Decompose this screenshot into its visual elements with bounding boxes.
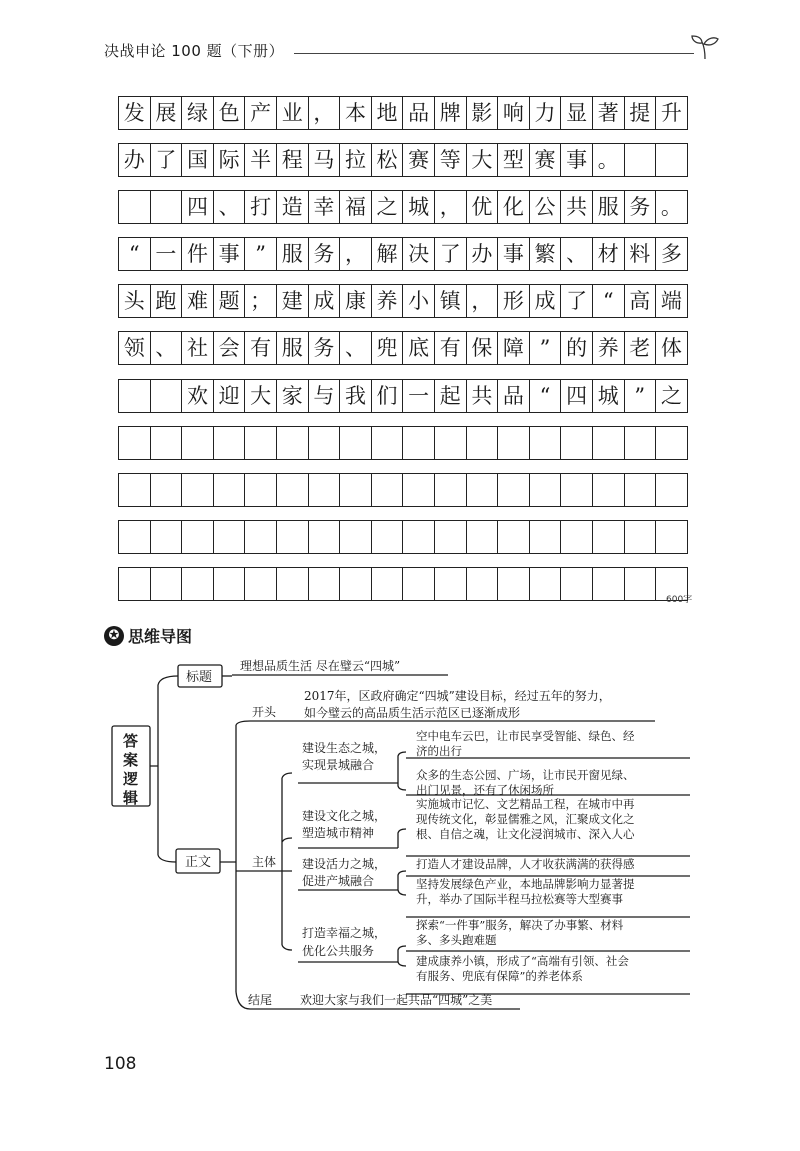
point-text: 探索“一件事”服务，解决了办事繁、材料 [416,918,624,932]
root-label: 答 [123,732,139,750]
grid-cell: 建 [276,284,309,318]
grid-cell: “ [592,284,625,318]
grid-cell: 一 [402,379,435,413]
point-text: 根、自信之魂，让文化浸润城市、深入人心 [416,827,635,841]
main-label: 主体 [252,855,277,869]
grid-cell: 拉 [339,143,372,177]
opening-underline [236,721,655,725]
ending-label: 结尾 [248,993,273,1007]
grid-cell: 服 [592,190,625,224]
opening-label: 开头 [252,705,277,719]
grid-cell: 程 [276,143,309,177]
grid-cell: 国 [181,143,214,177]
grid-cell: 解 [371,237,404,271]
grid-cell: “ [118,237,151,271]
section-title: 思维导图 [128,627,193,646]
grid-cell: 共 [560,190,593,224]
grid-cell: 升 [655,96,688,130]
sub-bracket-2 [398,829,406,848]
grid-cell: 本 [339,96,372,130]
grid-cell: ， [308,96,341,130]
grid-cell: 色 [213,96,246,130]
grid-cell: 提 [624,96,657,130]
grid-cell: 一 [150,237,183,271]
grid-cell: 们 [371,379,404,413]
point-text: 众多的生态公园、广场，让市民开窗见绿、 [416,768,635,782]
grid-cell: 半 [244,143,277,177]
grid-cell: 四 [560,379,593,413]
grid-cell: 显 [560,96,593,130]
point-text: 多、多头跑难题 [416,933,497,947]
grid-cell: 著 [592,96,625,130]
grid-cell: 幸 [308,190,341,224]
grid-cell: 料 [624,237,657,271]
grid-cell: 成 [529,284,562,318]
grid-cell: ” [529,331,562,365]
grid-cell: ， [434,190,467,224]
grid-cell: 、 [560,237,593,271]
point-text: 空中电车云巴，让市民享受智能、绿色、经 [416,729,635,743]
body-node-label: 正文 [185,855,212,870]
grid-cell: 务 [308,237,341,271]
grid-cell: 多 [655,237,688,271]
grid-cell: 端 [655,284,688,318]
opening-text: 如今璧云的高品质生活示范区已逐渐成形 [304,706,521,720]
subtopic-label: 促进产城融合 [302,874,375,888]
grid-cell: 牌 [434,96,467,130]
grid-cell: 高 [624,284,657,318]
grid-cell: ， [466,284,499,318]
subtopic-label: 打造幸福之城， [302,926,387,940]
point-text: 实施城市记忆、文艺精品工程，在城市中再 [416,797,635,811]
star-badge-icon: ✪ [104,626,124,646]
grid-cell: 际 [213,143,246,177]
subtopic-label: 优化公共服务 [302,944,375,958]
grid-cell: 发 [118,96,151,130]
grid-cell: 题 [213,284,246,318]
page-number: 108 [104,1054,137,1074]
grid-cell: 迎 [213,379,246,413]
grid-cell: 材 [592,237,625,271]
grid-cell: 事 [213,237,246,271]
title-text: 理想品质生活 尽在璧云“四城” [240,659,401,673]
grid-cell: 的 [560,331,593,365]
grid-cell: 起 [434,379,467,413]
grid-cell: 品 [402,96,435,130]
ending-text: 欢迎大家与我们一起共品“四城”之美 [300,993,493,1007]
root-label: 逻 [123,770,139,788]
point-text: 建成康养小镇，形成了“高端有引领、社会 [416,954,629,968]
grid-cell: 办 [466,237,499,271]
grid-cell: 养 [371,284,404,318]
grid-cell: 共 [466,379,499,413]
grid-cell: 大 [466,143,499,177]
grid-cell: 领 [118,331,151,365]
grid-cell: 力 [529,96,562,130]
main-bracket-ends [282,838,292,950]
grid-cell: 品 [497,379,530,413]
grid-cell: 了 [150,143,183,177]
grid-cell: 兜 [371,331,404,365]
grid-cell: 务 [308,331,341,365]
sub-bracket-3 [398,871,406,895]
subtopic-label: 实现景城融合 [302,758,375,772]
grid-cell: 响 [497,96,530,130]
subtopic-label: 塑造城市精神 [302,826,375,840]
point-text: 现传统文化，彰显儒雅之风，汇聚成文化之 [416,812,635,826]
grid-cell: 松 [371,143,404,177]
grid-cell: 绿 [181,96,214,130]
running-header: 决战申论 100 题（下册） [104,42,285,60]
grid-cell: 与 [308,379,341,413]
grid-cell: 家 [276,379,309,413]
grid-cell: 化 [497,190,530,224]
grid-cell: 繁 [529,237,562,271]
subtopic-label: 建设活力之城， [302,857,387,871]
grid-cell: 赛 [529,143,562,177]
grid-cell: 会 [213,331,246,365]
grid-cell: 等 [434,143,467,177]
grid-cell: ； [244,284,277,318]
grid-cell: 之 [371,190,404,224]
grid-cell: 服 [276,237,309,271]
grid-cell: 造 [276,190,309,224]
grid-cell: 。 [655,190,688,224]
point-text: 升，举办了国际半程马拉松赛等大型赛事 [416,892,623,906]
grid-cell: 务 [624,190,657,224]
grid-cell: 业 [276,96,309,130]
grid-cell: 事 [497,237,530,271]
grid-cell: 康 [339,284,372,318]
sub-bracket-1 [398,752,406,790]
grid-cell: ” [244,237,277,271]
root-connector [150,676,178,862]
point-text: 出门见景，还有了休闲场所 [416,783,554,797]
body-trunk [220,725,236,992]
grid-cell: 地 [371,96,404,130]
grid-cell: 产 [244,96,277,130]
grid-cell: 四 [181,190,214,224]
word-count: 600字 [666,595,693,605]
grid-cell: 形 [497,284,530,318]
grid-cell: 公 [529,190,562,224]
grid-cell: 赛 [402,143,435,177]
subtopic-label: 建设生态之城， [302,741,387,755]
grid-cell: 底 [402,331,435,365]
grid-cell: 决 [402,237,435,271]
sub-bracket-4 [398,946,406,966]
grid-cell: 福 [339,190,372,224]
grid-cell: 社 [181,331,214,365]
grid-cell: 优 [466,190,499,224]
grid-cell: 。 [592,143,625,177]
grid-cell: 事 [560,143,593,177]
grid-cell: 马 [308,143,341,177]
root-label: 案 [123,751,139,769]
grid-cell: 、 [339,331,372,365]
grid-cell: 展 [150,96,183,130]
grid-cell: 小 [402,284,435,318]
main-bracket [282,773,292,945]
point-text: 坚持发展绿色产业，本地品牌影响力显著提 [416,877,635,891]
grid-cell: 养 [592,331,625,365]
opening-text: 2017年，区政府确定“四城”建设目标，经过五年的努力， [304,689,611,703]
grid-cell: 成 [308,284,341,318]
grid-cell: 有 [244,331,277,365]
grid-cell: 、 [213,190,246,224]
grid-cell: 头 [118,284,151,318]
grid-cell: 了 [434,237,467,271]
grid-cell: 城 [402,190,435,224]
grid-cell: 办 [118,143,151,177]
grid-cell: 我 [339,379,372,413]
grid-cell: 了 [560,284,593,318]
grid-cell: 难 [181,284,214,318]
grid-cell: 、 [150,331,183,365]
grid-cell: 影 [466,96,499,130]
grid-cell: 大 [244,379,277,413]
grid-cell: 欢 [181,379,214,413]
grid-cell: 跑 [150,284,183,318]
grid-cell: 件 [181,237,214,271]
grid-cell: ， [339,237,372,271]
subtopic-label: 建设文化之城， [302,809,387,823]
grid-cell: 之 [655,379,688,413]
grid-cell: ” [624,379,657,413]
grid-cell: “ [529,379,562,413]
grid-cell: 服 [276,331,309,365]
grid-cell: 有 [434,331,467,365]
grid-cell: 障 [497,331,530,365]
grid-cell: 保 [466,331,499,365]
point-text: 有服务、兜底有保障”的养老体系 [416,969,583,983]
grid-cell: 老 [624,331,657,365]
grid-cell: 打 [244,190,277,224]
grid-cell: 城 [592,379,625,413]
root-label: 辑 [123,789,139,807]
grid-cell: 镇 [434,284,467,318]
point-text: 打造人才建设品牌，人才收获满满的获得感 [416,857,635,871]
grid-cell: 型 [497,143,530,177]
title-node-label: 标题 [186,670,213,685]
point-text: 济的出行 [416,744,462,758]
grid-cell: 体 [655,331,688,365]
